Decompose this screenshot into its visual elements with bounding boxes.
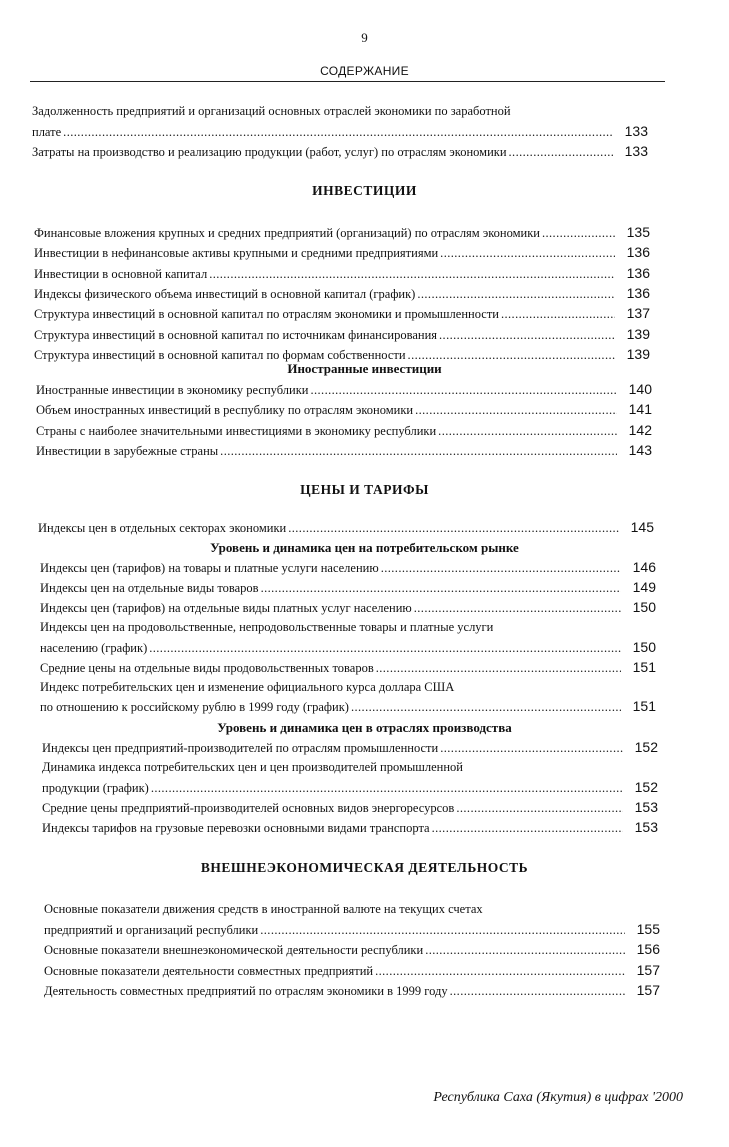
toc-entry-text: Инвестиции в нефинансовые активы крупными и средними предприятиями <box>34 246 439 261</box>
toc-page-number: 153 <box>634 818 658 835</box>
dot-leader <box>501 305 615 323</box>
dot-leader <box>414 599 621 617</box>
toc-entry-text: предприятий и организаций республики <box>44 922 259 937</box>
toc-entry-text: Страны с наиболее значительными инвестициями в экономику республики <box>36 423 437 438</box>
dot-leader <box>63 123 613 141</box>
toc-entry-line <box>42 798 658 816</box>
page-number: 9 <box>361 30 368 45</box>
toc-page-number: 140 <box>628 381 652 397</box>
toc-entry-text: Средние цены на отдельные виды продовольственных товаров <box>40 660 374 675</box>
dot-leader <box>260 921 625 939</box>
toc-entry-text: Иностранные инвестиции в экономику республики <box>36 383 309 397</box>
dot-leader <box>439 326 615 344</box>
toc-page-number: 133 <box>624 143 648 159</box>
toc-entry-text: Деятельность совместных предприятий по отраслям экономики в 1999 году <box>44 984 448 998</box>
dot-leader <box>456 799 623 817</box>
toc-entry-line <box>42 738 658 756</box>
toc-entry-text: Индексы цен (тарифов) на товары и платные услуги населению <box>40 561 379 575</box>
toc-entry-text: Задолженность предприятий и организаций основных отраслей экономики по заработной <box>32 104 511 118</box>
toc-entry-text: Основные показатели внешнеэкономической деятельности республики <box>44 943 424 957</box>
toc-entry-line <box>36 380 652 398</box>
toc-page-number: 136 <box>626 284 650 301</box>
toc-entry-text: населению (график) <box>40 640 148 655</box>
toc-entry-line <box>36 400 652 418</box>
dot-leader <box>417 285 615 303</box>
toc-page-number: 139 <box>626 345 650 362</box>
dot-leader <box>261 579 621 597</box>
toc-page-number: 155 <box>636 920 660 937</box>
page-footer: Республика Саха (Якутия) в цифрах '2000 <box>433 1090 683 1105</box>
toc-entry-line <box>44 940 660 958</box>
toc-page-number: 145 <box>630 519 654 535</box>
toc-entry-line <box>40 638 656 656</box>
toc-entry-text: Индексы цен в отдельных секторах экономики <box>38 521 287 535</box>
toc-entry-line <box>44 900 660 918</box>
dot-leader <box>425 941 625 959</box>
subsection-title: Уровень и динамика цен на потребительском рынке <box>210 540 519 555</box>
heading-rule <box>30 81 665 82</box>
toc-page-number: 143 <box>628 441 652 458</box>
toc-page-number: 139 <box>626 325 650 342</box>
toc-page-number: 150 <box>632 599 656 615</box>
dot-leader <box>151 779 623 797</box>
toc-entry-line <box>40 618 656 636</box>
toc-entry-line <box>34 223 650 241</box>
toc-entry-line <box>40 578 656 596</box>
subsection-title: Уровень и динамика цен в отраслях производства <box>217 720 512 735</box>
toc-page-number: 151 <box>632 658 656 675</box>
toc-entry-text: Структура инвестиций в основной капитал по формам собственности <box>34 347 406 362</box>
toc-page-number: 136 <box>626 264 650 281</box>
toc-entry-text: Финансовые вложения крупных и средних предприятий (организаций) по отраслям экономики <box>34 226 540 240</box>
dot-leader <box>415 401 617 419</box>
toc-entry-line <box>40 697 656 715</box>
dot-leader <box>450 982 625 1000</box>
toc-entry-text: Инвестиции в основной капитал <box>34 266 208 281</box>
toc-entry-text: Структура инвестиций в основной капитал по источникам финансирования <box>34 327 438 342</box>
section-title: ВНЕШНЕЭКОНОМИЧЕСКАЯ ДЕЯТЕЛЬНОСТЬ <box>200 860 529 875</box>
toc-page-number: 133 <box>624 122 648 139</box>
toc-entry-text: Индексы физического объема инвестиций в основной капитал (график) <box>34 286 416 301</box>
dot-leader <box>381 559 621 577</box>
toc-entry-text: Объем иностранных инвестиций в республику по отраслям экономики <box>36 403 414 418</box>
toc-entry-line <box>42 778 658 796</box>
section-title: ЦЕНЫ И ТАРИФЫ <box>300 482 429 497</box>
toc-entry-line <box>40 598 656 616</box>
dot-leader <box>509 143 613 161</box>
dot-leader <box>209 265 615 283</box>
toc-entry-text: Основные показатели движения средств в иностранной валюте на текущих счетах <box>44 902 483 916</box>
toc-entry-text: Инвестиции в зарубежные страны <box>36 443 219 458</box>
toc-entry-text: Индексы цен предприятий-производителей по отраслям промышленности <box>42 741 439 755</box>
toc-entry-line <box>34 264 650 282</box>
toc-page-number: 156 <box>636 941 660 957</box>
page-heading: СОДЕРЖАНИЕ <box>320 64 409 78</box>
toc-entry-line <box>34 243 650 261</box>
toc-page-number: 157 <box>636 961 660 978</box>
dot-leader <box>288 519 619 537</box>
toc-entry-text: Индексы цен на отдельные виды товаров <box>40 581 259 595</box>
dot-leader <box>149 639 621 657</box>
dot-leader <box>310 381 617 399</box>
toc-entry-text: Индексы тарифов на грузовые перевозки основными видами транспорта <box>42 820 430 835</box>
toc-page-number: 136 <box>626 244 650 261</box>
toc-entry-text: по отношению к российскому рублю в 1999 году (график) <box>40 700 349 714</box>
toc-page-number: 137 <box>626 305 650 322</box>
toc-entry-line <box>44 981 660 999</box>
toc-page-number: 150 <box>632 638 656 655</box>
toc-entry-line <box>34 304 650 322</box>
toc-entry-line <box>36 421 652 439</box>
toc-entry-text: Индекс потребительских цен и изменение официального курса доллара США <box>40 679 455 694</box>
toc-entry-line <box>32 122 648 140</box>
toc-entry-line <box>32 102 648 120</box>
toc-page-number: 149 <box>632 579 656 595</box>
dot-leader <box>438 422 617 440</box>
toc-entry-line <box>44 961 660 979</box>
section-title: ИНВЕСТИЦИИ <box>312 183 417 198</box>
toc-entry-text: Индексы цен на продовольственные, непродовольственные товары и платные услуги <box>40 620 494 634</box>
toc-entry-text: Структура инвестиций в основной капитал по отраслям экономики и промышленности <box>34 307 499 322</box>
toc-entry-text: Динамика индекса потребительских цен и цен производителей промышленной <box>42 760 463 774</box>
toc-entry-text: Основные показатели деятельности совместных предприятий <box>44 963 374 978</box>
dot-leader <box>351 698 621 716</box>
toc-entry-line <box>38 518 654 536</box>
dot-leader <box>376 659 621 677</box>
dot-leader <box>440 739 623 757</box>
toc-entry-line <box>40 558 656 576</box>
toc-entry-text: Средние цены предприятий-производителей основных видов энергоресурсов <box>42 800 455 815</box>
toc-entry-line <box>32 142 648 160</box>
toc-page-number: 142 <box>628 421 652 438</box>
toc-entry-line <box>34 284 650 302</box>
toc-entry-line <box>40 678 656 696</box>
toc-page-number: 141 <box>628 401 652 418</box>
toc-entry-line <box>42 758 658 776</box>
toc-page-number: 152 <box>634 778 658 795</box>
toc-entry-line <box>44 920 660 938</box>
dot-leader <box>440 244 615 262</box>
toc-entry-line <box>42 818 658 836</box>
toc-entry-text: продукции (график) <box>42 780 149 795</box>
dot-leader <box>220 442 617 460</box>
toc-entry-line <box>34 325 650 343</box>
toc-entry-line <box>36 441 652 459</box>
toc-entry-text: Индексы цен (тарифов) на отдельные виды платных услуг населению <box>40 601 412 615</box>
dot-leader <box>375 962 625 980</box>
toc-page-number: 151 <box>632 698 656 714</box>
dot-leader <box>432 819 623 837</box>
subsection-title: Иностранные инвестиции <box>287 361 442 376</box>
toc-page-number: 157 <box>636 982 660 998</box>
dot-leader <box>542 224 615 242</box>
toc-entry-text: плате <box>32 124 62 139</box>
toc-page-number: 152 <box>634 739 658 755</box>
toc-page-number: 135 <box>626 224 650 240</box>
toc-page-number: 153 <box>634 798 658 815</box>
toc-page-number: 146 <box>632 559 656 575</box>
toc-entry-text: Затраты на производство и реализацию продукции (работ, услуг) по отраслям экономики <box>32 145 507 159</box>
toc-entry-line <box>40 658 656 676</box>
